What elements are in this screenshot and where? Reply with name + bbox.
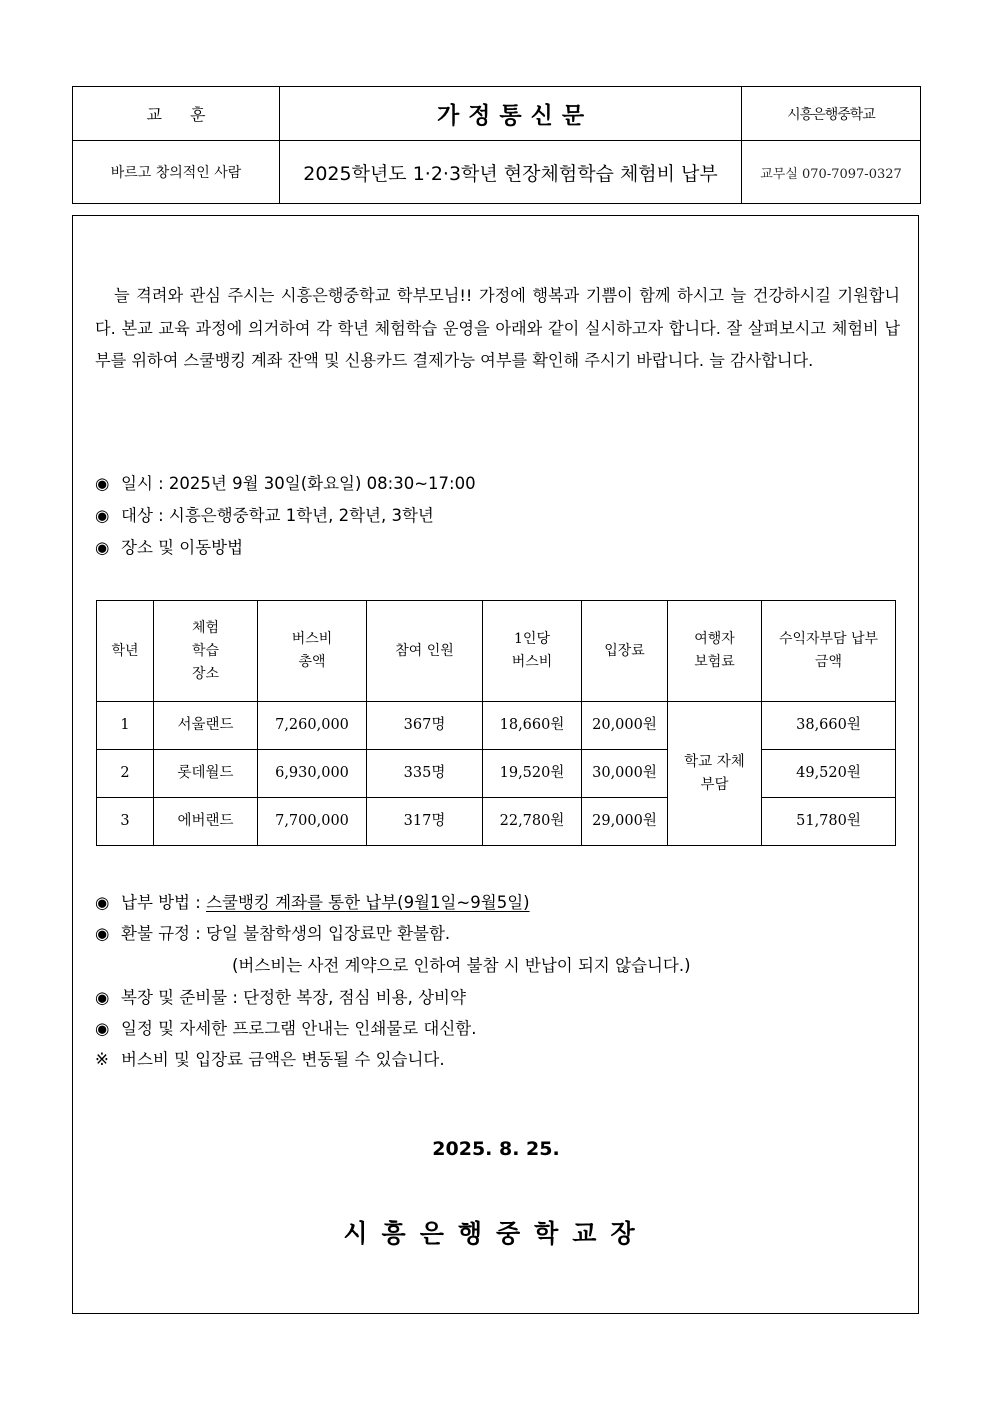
col-header-pay: 수익자부담 납부 금액 [762,601,896,702]
info-place [95,534,243,558]
note-payment [95,889,530,913]
note-refund [95,920,450,944]
refund-text: 환불 규정 : 당일 불참학생의 입장료만 환불함. [121,924,451,943]
note-schedule [95,1015,477,1039]
note-items [95,984,466,1008]
cell-admission: 29,000원 [582,798,668,846]
cell-bus-total: 6,930,000 [258,750,367,798]
bullet-icon: ◉ [95,924,110,943]
cell-pay: 38,660원 [762,702,896,750]
col-header-place: 체험 학습 장소 [154,601,258,702]
col-header-bus-total: 버스비 총액 [258,601,367,702]
cell-grade: 1 [97,702,154,750]
table-header-row [97,601,896,702]
issue-date: 2025. 8. 25. [432,1138,560,1160]
principal-signature: 시흥은행중학교장 [343,1219,649,1248]
motto-label: 교훈 [73,87,280,141]
cell-bus-total: 7,260,000 [258,702,367,750]
bullet-icon: ◉ [95,893,110,912]
cell-bus-total: 7,700,000 [258,798,367,846]
office-phone: 교무실 070-7097-0327 [742,141,921,204]
cell-place: 롯데월드 [154,750,258,798]
table-row [97,702,896,750]
bullet-icon: ◉ [95,988,110,1007]
bullet-icon: ◉ [95,474,110,493]
target-text: 대상 : 시흥은행중학교 1학년, 2학년, 3학년 [121,506,434,525]
col-header-insurance: 여행자 보험료 [668,601,762,702]
cell-pay: 51,780원 [762,798,896,846]
reference-mark-icon: ※ [95,1050,109,1069]
place-text: 장소 및 이동방법 [121,538,244,557]
cell-count: 317명 [367,798,483,846]
cell-admission: 30,000원 [582,750,668,798]
bullet-icon: ◉ [95,506,110,525]
bullet-icon: ◉ [95,538,110,557]
date-text: 일시 : 2025년 9월 30일(화요일) 08:30~17:00 [121,474,476,493]
cell-place: 에버랜드 [154,798,258,846]
schedule-text: 일정 및 자세한 프로그램 안내는 인쇄물로 대신함. [121,1019,477,1038]
info-target [95,502,434,526]
school-name: 시흥은행중학교 [742,87,921,141]
items-text: 복장 및 준비물 : 단정한 복장, 점심 비용, 상비약 [121,988,466,1007]
cell-count: 367명 [367,702,483,750]
note-refund-detail: (버스비는 사전 계약으로 인하여 불참 시 반납이 되지 않습니다.) [232,956,691,975]
cell-insurance-merged: 학교 자체 부담 [668,702,762,846]
col-header-count: 참여 인원 [367,601,483,702]
header-table [72,86,921,204]
cell-bus-per: 22,780원 [483,798,582,846]
note-change [95,1046,445,1070]
col-header-admission: 입장료 [582,601,668,702]
payment-label: 납부 방법 : [121,893,207,912]
cell-bus-per: 18,660원 [483,702,582,750]
cell-count: 335명 [367,750,483,798]
subject-title: 2025학년도 1·2·3학년 현장체험학습 체험비 납부 [280,141,742,204]
col-header-bus-per: 1인당 버스비 [483,601,582,702]
fee-table [96,600,896,846]
info-date [95,470,476,494]
cell-grade: 2 [97,750,154,798]
document-title: 가정통신문 [280,87,742,141]
school-motto: 바르고 창의적인 사람 [73,141,280,204]
col-header-grade: 학년 [97,601,154,702]
cell-place: 서울랜드 [154,702,258,750]
payment-method: 스쿨뱅킹 계좌를 통한 납부(9월1일~9월5일) [206,893,530,912]
intro-paragraph [95,280,900,378]
cell-pay: 49,520원 [762,750,896,798]
cell-bus-per: 19,520원 [483,750,582,798]
change-text: 버스비 및 입장료 금액은 변동될 수 있습니다. [121,1050,445,1069]
table-row [97,798,896,846]
table-row [97,750,896,798]
cell-grade: 3 [97,798,154,846]
intro-text: 늘 격려와 관심 주시는 시흥은행중학교 학부모님!! 가정에 행복과 기쁨이 함께 하시고 늘 건강하시길 기원합니다. 본교 교육 과정에 의거하여 각 학년 체험학습 운영을 아래와 같이 실시하고자 합니다. 잘 살펴보시고 체험비 납부를 위하여 스쿨뱅킹 계좌 잔액 및 신용카드 결제가능 여부를 확인해 주시기 바랍니다. 늘 감사합니다. [95,286,900,370]
cell-admission: 20,000원 [582,702,668,750]
bullet-icon: ◉ [95,1019,110,1038]
